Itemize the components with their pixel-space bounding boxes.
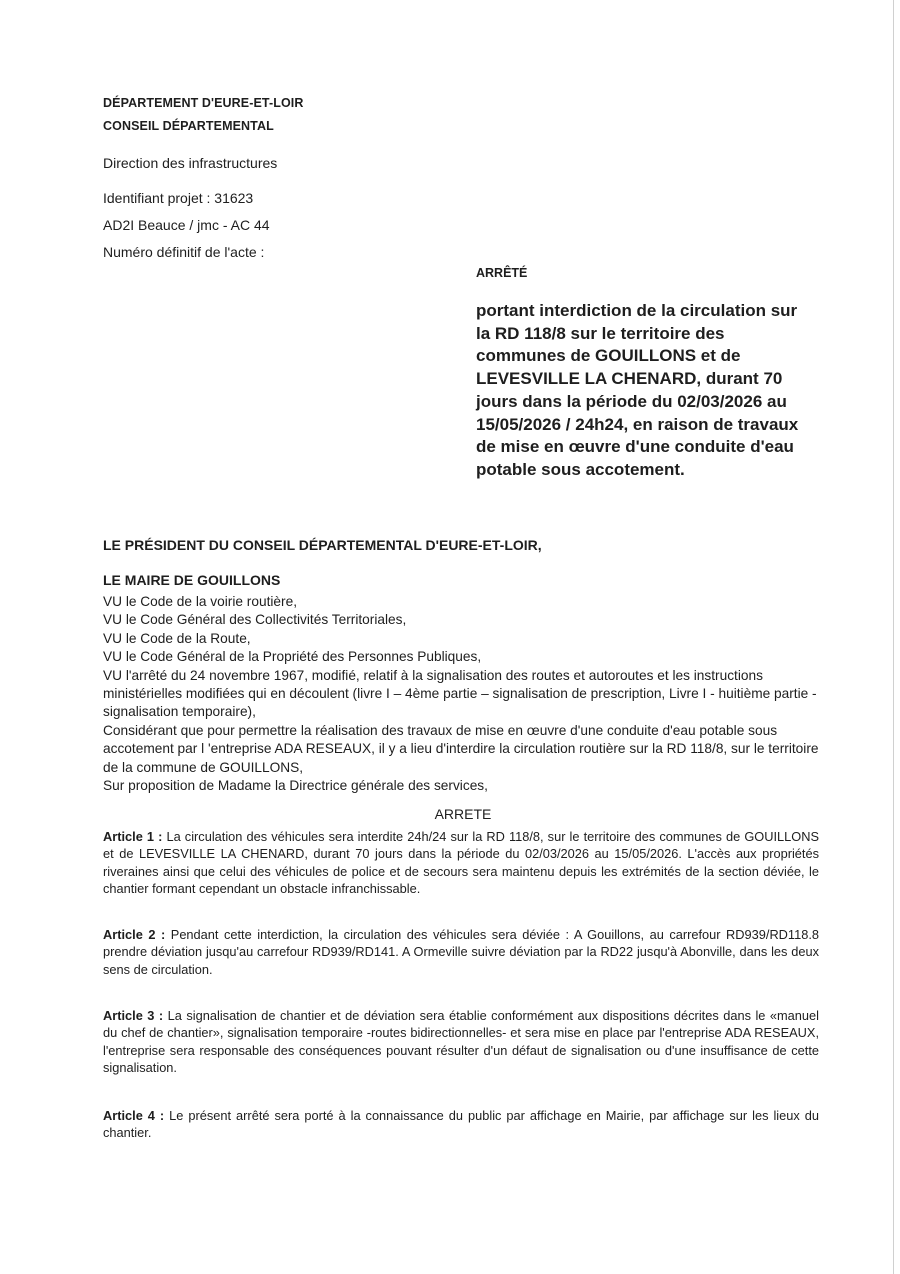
- article-label: Article 4 :: [103, 1108, 165, 1123]
- article-label: Article 1 :: [103, 829, 163, 844]
- president-heading: LE PRÉSIDENT DU CONSEIL DÉPARTEMENTAL D'EURE-ET-LOIR,: [103, 537, 542, 553]
- consideration-item: Sur proposition de Madame la Directrice générale des services,: [103, 778, 488, 794]
- consideration-item: VU le Code Général de la Propriété des Personnes Publiques,: [103, 649, 482, 665]
- reference-code: AD2I Beauce / jmc - AC 44: [103, 217, 270, 233]
- article-label: Article 3 :: [103, 1008, 164, 1023]
- direction-name: Direction des infrastructures: [103, 155, 278, 171]
- page-edge-line: [893, 0, 894, 1274]
- article-4: [103, 1107, 819, 1142]
- act-number: Numéro définitif de l'acte :: [103, 244, 265, 260]
- mayor-heading: LE MAIRE DE GOUILLONS: [103, 572, 281, 588]
- project-id: Identifiant projet : 31623: [103, 190, 254, 206]
- article-text: La signalisation de chantier et de déviation sera établie conformément aux dispositions décrites dans le «manuel du chef de chantier», signalisation temporaire -routes bidirectionnelles- et sera mise en place par l'entreprise ADA RESEAUX, l'entreprise sera responsable des conséquences pouvant résulter d'un défaut de signalisation ou d'une insuffisance de cette signalisation.: [103, 1008, 819, 1075]
- decree-heading: ARRETE: [434, 806, 492, 822]
- consideration-item: VU le Code de la voirie routière,: [103, 594, 298, 609]
- consideration-item: Considérant que pour permettre la réalisation des travaux de mise en œuvre d'une conduite d'eau potable sous accotement par l 'entreprise ADA RESEAUX, il y a lieu d'interdire la circulation routière sur la RD 118/8, sur le territoire de la commune de GOUILLONS,: [103, 722, 819, 775]
- article-1: [103, 828, 819, 897]
- article-label: Article 2 :: [103, 927, 166, 942]
- article-2: [103, 926, 819, 978]
- consideration-item: VU le Code Général des Collectivités Territoriales,: [103, 612, 407, 628]
- article-3: [103, 1007, 819, 1076]
- title-label: ARRÊTÉ: [476, 266, 528, 280]
- council-name: CONSEIL DÉPARTEMENTAL: [103, 119, 274, 133]
- consideration-item: VU l'arrêté du 24 novembre 1967, modifié, relatif à la signalisation des routes et autoroutes et les instructions ministérielles modifiées qui en découlent (livre I – 4ème partie – signalisation de prescription, Livre I - huitième partie - signalisation temporaire),: [103, 667, 817, 720]
- document-title: portant interdiction de la circulation sur la RD 118/8 sur le territoire des communes de GOUILLONS et de LEVESVILLE LA CHENARD, durant 70 jours dans la période du 02/03/2026 au 15/05/2026 / 24h24, en raison de travaux de mise en œuvre d'une conduite d'eau potable sous accotement.: [476, 301, 799, 479]
- article-text: Pendant cette interdiction, la circulation des véhicules sera déviée : A Gouillons, au carrefour RD939/RD118.8 prendre déviation jusqu'au carrefour RD939/RD141. A Ormeville suivre déviation par la RD22 jusqu'à Abonville, dans les deux sens de circulation.: [103, 927, 820, 977]
- article-text: La circulation des véhicules sera interdite 24h/24 sur la RD 118/8, sur le territoire des communes de GOUILLONS et de LEVESVILLE LA CHENARD, durant 70 jours dans la période du 02/03/2026 au 15/05/2026. L'accès aux propriétés riveraines ainsi que celui des véhicules de police et de secours sera maintenu depuis les extrémités de la section déviée, le chantier formant cependant un obstacle infranchissable.: [103, 829, 819, 896]
- considerations-list: [103, 593, 823, 795]
- article-text: Le présent arrêté sera porté à la connaissance du public par affichage en Mairie, par affichage sur les lieux du chantier.: [103, 1108, 819, 1141]
- consideration-item: VU le Code de la Route,: [103, 630, 251, 646]
- department-name: DÉPARTEMENT D'EURE-ET-LOIR: [103, 96, 304, 110]
